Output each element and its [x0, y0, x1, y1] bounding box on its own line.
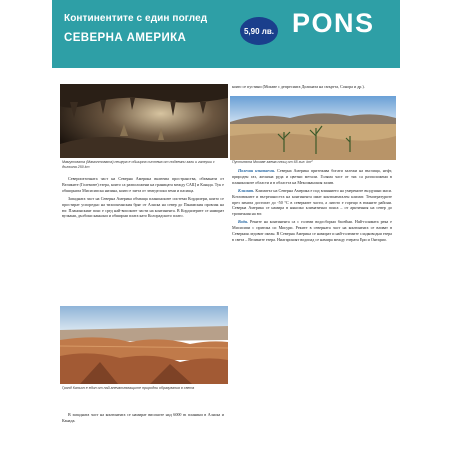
climate-text: Климатът на Северна Америка е под влиянието на умерените въздушни маси. Котловините и вътрешността на континента имат континентален климат. Температурите през зимата достигат до -50 °C в северните части, а лятото е горещо в южните райони. Северна Америка се намира в няколко климатични пояса – от арктичния на север до тропичния на юг. — [232, 187, 392, 217]
canyon-caption: Гранд Каньон е един от най-впечатляващите природни образувания в света — [62, 386, 195, 390]
series-title: Континентите с един поглед — [64, 13, 208, 24]
waters-text: Реките на континента са с големи водосборни басейни. Най-голямата река е Мисисипи с притока си Мисури. Реките в северната част на континента се вливат в Северния ледовит океан. В Северна Америка се намират и най-големите сладководни езера в света – Великите езера. Ниагарският водопад се намира между езерата Ери и Онтарио. — [232, 219, 392, 242]
left-paragraph-2: Западната част на Северна Америка обхваща планинските системи Кордилери, които се простират успоредно на тихоокеанския бряг от Аляска на север до Панамския провлак на юг. Планинският пояс е сред най-високите части на континента. В Кордилерите се намират вулкани, дълбоки каньони и обширни плата като Колорадското плато. — [62, 195, 224, 219]
header-banner — [52, 0, 400, 68]
minerals-heading: Полезни изкопаеми. — [238, 168, 276, 173]
waters-heading: Води. — [238, 219, 249, 225]
canyon-photo — [60, 306, 228, 384]
price-badge: 5,90 лв. — [240, 17, 278, 45]
right-paragraph-waters — [232, 219, 392, 243]
cave-caption: Мамутовата (Мамонтовата) пещера е обширна система от подземни зали и галерии с дължина 250 km — [62, 160, 215, 169]
cave-photo — [60, 84, 228, 158]
left-paragraph-3: В западната част на континента се намират високите над 6000 m планини в Аляска и Канада. — [62, 412, 224, 423]
right-paragraph-climate — [232, 188, 392, 218]
pons-logo: PONS — [292, 8, 375, 38]
right-column-intro: която се пустини (Мохаве с депресията Долината на смъртта, Сонора и др.). — [232, 84, 365, 89]
minerals-text: Северна Америка притежава богати залежи на въглища, нефт, природен газ, желязна руда и цветни метали. Голяма част от тях са разположени в планинските области и в областта на Мексиканския залив. — [232, 168, 392, 185]
page-title: СЕВЕРНА АМЕРИКА — [64, 32, 187, 44]
right-column-text — [232, 168, 392, 452]
page — [52, 0, 400, 452]
left-column-bottom-text — [62, 412, 224, 452]
left-column-text — [62, 176, 224, 302]
right-paragraph-minerals — [232, 168, 392, 186]
desert-caption: Пустинята Мохаве заема площ от 65 хил. km² — [232, 160, 313, 164]
climate-heading: Климат. — [238, 187, 255, 193]
desert-photo — [230, 96, 396, 160]
left-paragraph-1: Североизточната част на Северна Америка включва пространства, обхванати от Великите (Големите) езера, които са разположени на границата между САЩ и Канада. Тук е обширната Мисисипска низина, която е заета от земеделски земи и пасища. — [62, 176, 224, 193]
